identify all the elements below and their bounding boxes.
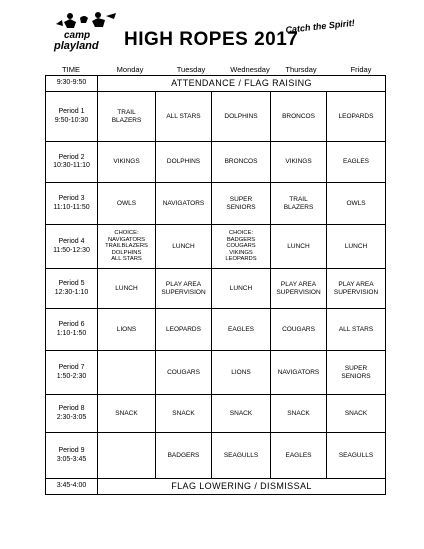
schedule-cell <box>212 309 271 351</box>
cell-line: COUGARS <box>282 325 315 333</box>
cell-line: ALL STARS <box>166 112 201 120</box>
dismissal-cell: FLAG LOWERING / DISMISSAL <box>98 479 386 495</box>
tagline: Catch the Spirit! <box>285 17 356 35</box>
logo-text-bottom: playland <box>54 40 99 52</box>
cell-line: LEOPARDS <box>225 256 257 263</box>
cell-line: BLAZERS <box>283 203 314 211</box>
cell-line: LIONS <box>116 325 137 333</box>
schedule-cell <box>212 351 271 395</box>
period-row <box>46 269 386 309</box>
cell-line: PLAY AREA <box>165 280 202 288</box>
cell-line: SNACK <box>287 409 310 417</box>
period-label: Period 7 <box>58 364 85 372</box>
period-row <box>46 183 386 225</box>
schedule-cell <box>98 183 156 225</box>
cell-line: LEOPARDS <box>166 325 201 333</box>
schedule-cell <box>98 269 156 309</box>
row-attendance <box>46 76 386 92</box>
period-time-cell <box>46 225 98 269</box>
cell-line: EAGLES <box>343 158 370 166</box>
schedule-cell <box>327 433 386 479</box>
schedule-cell <box>156 92 212 142</box>
attendance-cell: ATTENDANCE / FLAG RAISING <box>98 76 386 92</box>
cell-line: SUPERVISION <box>161 288 206 296</box>
cell-line: LUNCH <box>229 284 253 292</box>
cell-line: SUPER <box>229 195 253 203</box>
time-cell: 3:45-4:00 <box>46 479 98 495</box>
logo-text-top: camp <box>64 30 91 41</box>
period-label: Period 9 <box>58 447 85 455</box>
cell-line: OWLS <box>116 199 137 207</box>
period-label: Period 8 <box>58 405 85 413</box>
schedule-cell <box>156 309 212 351</box>
period-row <box>46 142 386 183</box>
period-label: Period 1 <box>58 108 85 116</box>
cell-line: CHOICE: <box>114 229 139 236</box>
cell-line: BRONCOS <box>224 158 258 166</box>
schedule-cell <box>98 225 156 269</box>
period-time: 12:30-1:10 <box>54 288 89 296</box>
period-label: Period 6 <box>58 321 85 329</box>
cell-line: SUPERVISION <box>276 288 321 296</box>
schedule-cell <box>212 92 271 142</box>
schedule-cell <box>271 395 327 433</box>
header-wednesday: Wednesday <box>230 65 270 74</box>
schedule-cell <box>98 433 156 479</box>
period-label: Period 3 <box>58 195 85 203</box>
header-friday: Friday <box>350 65 372 74</box>
schedule-cell <box>212 433 271 479</box>
cell-line: OWLS <box>346 199 366 207</box>
cell-line: SNACK <box>344 409 368 417</box>
period-time-cell <box>46 269 98 309</box>
cell-line: NAVIGATORS <box>107 236 146 243</box>
schedule-cell <box>271 142 327 183</box>
period-row <box>46 225 386 269</box>
schedule-cell <box>271 183 327 225</box>
cell-line: COUGARS <box>167 368 200 376</box>
schedule-cell <box>98 92 156 142</box>
schedule-cell <box>327 142 386 183</box>
schedule-cell <box>327 351 386 395</box>
cell-line: TRAIL <box>117 108 136 116</box>
cell-line: LIONS <box>231 368 251 376</box>
period-time-cell <box>46 395 98 433</box>
cell-line: LUNCH <box>287 242 310 250</box>
cell-line: DOLPHINS <box>166 158 201 166</box>
cell-line: BLAZERS <box>111 116 142 124</box>
cell-line: CHOICE: <box>228 229 254 236</box>
cell-line: EAGLES <box>285 451 312 459</box>
period-time-cell <box>46 142 98 183</box>
cell-line: LUNCH <box>344 242 368 250</box>
cell-line: LUNCH <box>115 284 138 292</box>
period-time-cell <box>46 433 98 479</box>
period-time: 9:50-10:30 <box>54 116 89 124</box>
schedule-cell <box>271 433 327 479</box>
cell-line: SEAGULLS <box>223 451 259 459</box>
cell-line: SNACK <box>172 409 195 417</box>
schedule-cell <box>271 92 327 142</box>
schedule-cell <box>156 351 212 395</box>
schedule-table <box>45 75 386 495</box>
period-label: Period 4 <box>58 238 85 246</box>
cell-line: NAVIGATORS <box>162 199 205 207</box>
schedule-cell <box>156 269 212 309</box>
row-dismissal <box>46 479 386 495</box>
cell-line: VIKINGS <box>113 158 140 166</box>
period-time: 2:30-3:05 <box>56 413 87 421</box>
schedule-cell <box>212 183 271 225</box>
cell-line: BRONCOS <box>282 112 315 120</box>
schedule-cell <box>156 433 212 479</box>
schedule-cell <box>156 395 212 433</box>
cell-line: ALL STARS <box>111 256 142 263</box>
schedule-cell <box>156 142 212 183</box>
cell-line: SNACK <box>115 409 138 417</box>
cell-line: EAGLES <box>227 325 254 333</box>
time-cell: 9:30-9:50 <box>46 76 98 92</box>
period-time-cell <box>46 309 98 351</box>
cell-line: VIKINGS <box>229 249 253 256</box>
period-time: 10:30-11:10 <box>53 162 90 169</box>
schedule-cell <box>212 225 271 269</box>
page-title: HIGH ROPES 2017 <box>124 29 299 50</box>
cell-line: LEOPARDS <box>338 112 374 120</box>
cell-line: SENIORS <box>341 372 371 380</box>
period-time: 1:10-1:50 <box>56 329 87 337</box>
cell-line: SENIORS <box>226 203 256 211</box>
schedule-cell <box>98 309 156 351</box>
period-time-cell <box>46 351 98 395</box>
header-time: TIME <box>62 65 80 74</box>
cell-line: TRAIL <box>289 195 308 203</box>
period-row <box>46 309 386 351</box>
cell-line: COUGARS <box>226 243 256 250</box>
header-thursday: Thursday <box>285 65 317 74</box>
cell-line: VIKINGS <box>285 158 312 166</box>
cell-line: DOLPHINS <box>111 249 142 256</box>
period-row <box>46 351 386 395</box>
schedule-cell <box>98 142 156 183</box>
schedule-cell <box>98 351 156 395</box>
header-tuesday: Tuesday <box>176 65 206 74</box>
cell-line: DOLPHINS <box>224 112 258 120</box>
cell-line: PLAY AREA <box>338 280 374 288</box>
period-time-cell <box>46 92 98 142</box>
period-time: 11:10-11:50 <box>53 203 90 211</box>
period-row <box>46 92 386 142</box>
period-time: 11:50-12:30 <box>53 246 90 254</box>
schedule-cell <box>212 142 271 183</box>
schedule-cell <box>327 92 386 142</box>
cell-line: NAVIGATORS <box>277 368 320 376</box>
column-headers <box>45 65 390 75</box>
cell-line: TRAILBLAZERS <box>105 243 148 250</box>
schedule-cell <box>212 269 271 309</box>
cell-line: SEAGULLS <box>338 451 374 459</box>
schedule-cell <box>156 225 212 269</box>
period-time: 3:05-3:45 <box>56 455 87 463</box>
cell-line: BADGERS <box>167 451 200 459</box>
period-label: Period 5 <box>58 280 85 288</box>
period-row <box>46 433 386 479</box>
schedule-cell <box>327 225 386 269</box>
cell-line: SUPER <box>344 364 368 372</box>
period-time: 1:50-2:30 <box>56 372 87 380</box>
cell-line: BADGERS <box>226 236 256 243</box>
schedule-cell <box>271 269 327 309</box>
schedule-cell <box>327 183 386 225</box>
header-monday: Monday <box>116 65 144 74</box>
period-time-cell <box>46 183 98 225</box>
schedule-cell <box>327 309 386 351</box>
cell-line: SUPERVISION <box>333 288 379 296</box>
period-row <box>46 395 386 433</box>
camp-playland-logo <box>50 10 122 52</box>
period-label: Period 2 <box>58 153 85 161</box>
cell-line: PLAY AREA <box>280 280 317 288</box>
schedule-cell <box>271 225 327 269</box>
schedule-cell <box>327 395 386 433</box>
schedule-cell <box>212 395 271 433</box>
cell-line: LUNCH <box>172 242 195 250</box>
cell-line: ALL STARS <box>338 325 374 333</box>
schedule-cell <box>327 269 386 309</box>
cell-line: SNACK <box>229 409 253 417</box>
schedule-cell <box>156 183 212 225</box>
schedule-cell <box>271 309 327 351</box>
schedule-cell <box>271 351 327 395</box>
schedule-cell <box>98 395 156 433</box>
